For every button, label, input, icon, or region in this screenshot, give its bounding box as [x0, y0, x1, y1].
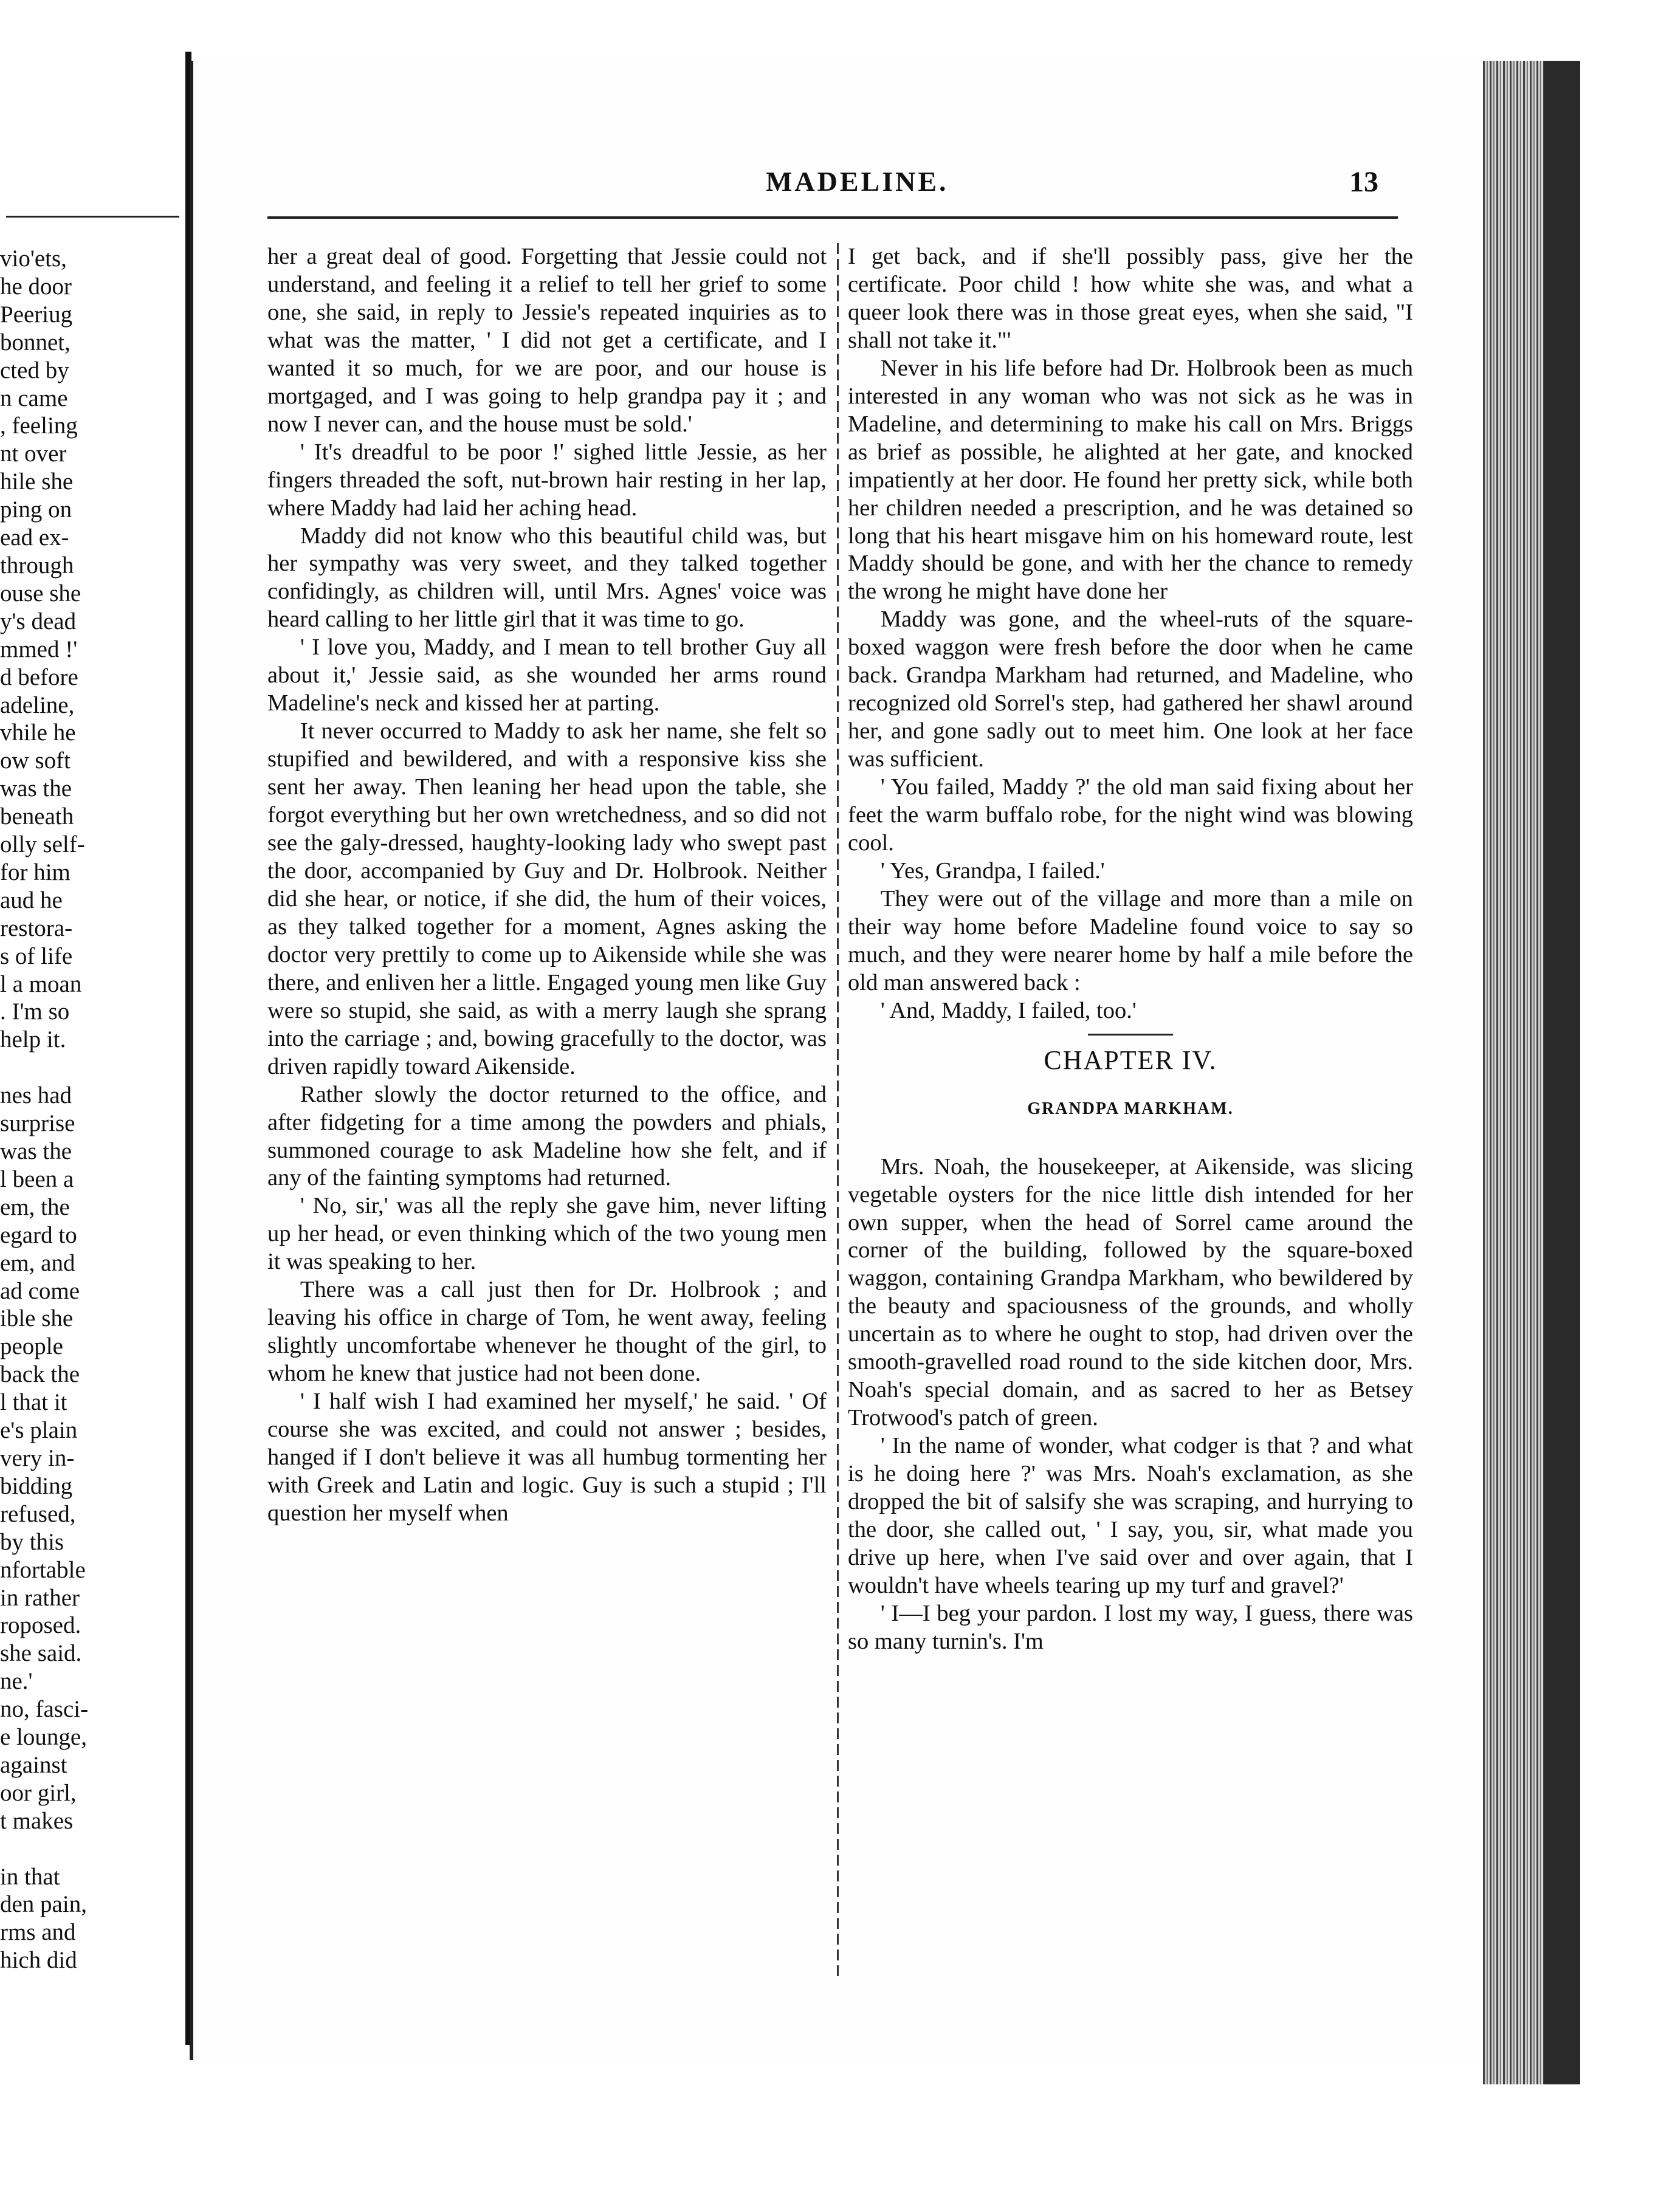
- facing-page-line: Peeriug: [0, 301, 73, 328]
- facing-page-line: n came: [0, 385, 68, 411]
- facing-page-line: ead ex-: [0, 524, 69, 551]
- facing-page-rule: [6, 216, 179, 218]
- facing-page-line: aud he: [0, 887, 63, 913]
- facing-page-line: , feeling: [0, 413, 78, 439]
- facing-page-line: [0, 1054, 182, 1082]
- facing-page-line: bonnet,: [0, 329, 71, 355]
- paragraph: Maddy did not know who this beautiful child was, but her sympathy was very sweet, and they talked together confidingly, as children will, until Mrs. Agnes' voice was heard calling to her little girl that it was time to go.: [267, 523, 827, 633]
- paragraph: I get back, and if she'll possibly pass, give her the certificate. Poor child ! how white she was, and what a queer look there was in those great eyes, when she said, "I shall not take it."': [848, 244, 1413, 353]
- facing-page-line: den pain,: [0, 1891, 87, 1918]
- running-title: MADELINE.: [766, 166, 949, 197]
- facing-page-line: back the: [0, 1361, 80, 1388]
- facing-page-line: ible she: [0, 1305, 74, 1332]
- facing-page-line: roposed.: [0, 1612, 81, 1639]
- page-number: 13: [1349, 166, 1378, 198]
- facing-page-line: olly self-: [0, 831, 85, 858]
- facing-page-line: people: [0, 1333, 63, 1360]
- paragraph: There was a call just then for Dr. Holbrook ; and leaving his office in charge of Tom, he went away, feeling slightly uncomfortabe whenever he thought of the girl, to whom he knew that justice had not been done.: [267, 1277, 827, 1387]
- facing-page-line: bidding: [0, 1472, 73, 1499]
- paragraph: ' I—I beg your pardon. I lost my way, I guess, there was so many turnin's. I'm: [848, 1600, 1413, 1654]
- facing-page-text: [0, 245, 182, 1974]
- facing-page-line: e lounge,: [0, 1724, 87, 1751]
- paragraph: her a great deal of good. Forgetting that Jessie could not understand, and feeling it a relief to tell her grief to some one, she said, in reply to Jessie's repeated inquiries as to what was the matter, ' I did not get a certificate, and I wanted it so much, for we are poor, and our house is mortgaged, and I was going to help grandpa pay it ; and now I never can, and the house must be sold.': [267, 244, 827, 437]
- paragraph: They were out of the village and more than a mile on their way home before Madeline found voice to say so much, and they were nearer home by half a mile before the old man answered back :: [848, 885, 1413, 995]
- facing-page-line: he door: [0, 273, 72, 300]
- facing-page-line: [0, 1835, 182, 1863]
- facing-page-line: cted by: [0, 357, 69, 383]
- facing-page-line: ping on: [0, 496, 72, 523]
- facing-page-line: ne.': [0, 1668, 33, 1695]
- facing-page-line: vio'ets,: [0, 246, 67, 272]
- text-column-left: [267, 243, 827, 1528]
- facing-page-line: she said.: [0, 1640, 82, 1667]
- facing-page-line: em, the: [0, 1194, 70, 1220]
- facing-page-line: beneath: [0, 803, 74, 830]
- facing-page-line: l a moan: [0, 970, 82, 997]
- facing-page-line: . I'm so: [0, 998, 70, 1025]
- facing-page-line: very in-: [0, 1444, 75, 1471]
- facing-page-line: surprise: [0, 1110, 75, 1137]
- paragraph: Rather slowly the doctor returned to the office, and after fidgeting for a time among the powders and phials, summoned courage to ask Madeline how she felt, and if any of the fainting symptoms had returned.: [267, 1081, 827, 1191]
- page-edges: [1483, 61, 1580, 2084]
- facing-page-line: vhile he: [0, 720, 76, 746]
- paragraph: ' It's dreadful to be poor !' sighed little Jessie, as her fingers threaded the soft, nut-brown hair resting in her lap, where Maddy had laid her aching head.: [267, 439, 827, 521]
- facing-page-line: rms and: [0, 1919, 76, 1946]
- facing-page-line: t makes: [0, 1807, 74, 1834]
- facing-page-line: l that it: [0, 1389, 67, 1416]
- facing-page-line: nfortable: [0, 1556, 86, 1583]
- facing-page-line: refused,: [0, 1500, 76, 1527]
- facing-page-line: through: [0, 552, 74, 579]
- header-rule: [267, 216, 1398, 219]
- facing-page-line: em, and: [0, 1249, 75, 1276]
- paragraph: ' I half wish I had examined her myself,' he said. ' Of course she was excited, and could not answer ; besides, hanged if I don't believe it was all humbug tormenting her with Greek and Latin and logic. Guy is such a stupid ; I'll question her myself when: [267, 1389, 827, 1526]
- facing-page-line: egard to: [0, 1221, 77, 1248]
- facing-page-line: y's dead: [0, 608, 77, 634]
- facing-page-line: nes had: [0, 1082, 72, 1109]
- paragraph: ' No, sir,' was all the reply she gave him, never lifting up her head, or even thinking which of the two young men it was speaking to her.: [267, 1193, 827, 1275]
- facing-page-line: was the: [0, 1138, 72, 1164]
- facing-page-line: help it.: [0, 1026, 66, 1053]
- facing-page-line: by this: [0, 1528, 64, 1555]
- facing-page-line: hich did: [0, 1947, 77, 1974]
- facing-page-line: hile she: [0, 469, 74, 495]
- paragraph: Maddy was gone, and the wheel-ruts of the square-boxed waggon were fresh before the door when he came back. Grandpa Markham had returned, and Madeline, who recognized old Sorrel's step, had gathered her shawl around her, and gone sadly out to meet him. One look at her face was sufficient.: [848, 606, 1413, 772]
- facing-page-line: oor girl,: [0, 1779, 77, 1806]
- facing-page-line: mmed !': [0, 636, 78, 662]
- facing-page-line: was the: [0, 775, 72, 802]
- paragraph: ' You failed, Maddy ?' the old man said fixing about her feet the warm buffalo robe, for the night wind was blowing cool.: [848, 774, 1413, 856]
- facing-page-line: in that: [0, 1863, 60, 1890]
- paragraph: Never in his life before had Dr. Holbrook been as much interested in any woman who was not sick as he was in Madeline, and determining to make his call on Mrs. Briggs as brief as possible, he alighted at her gate, and knocked impatiently at her door. He found her pretty sick, while both her children needed a prescription, and he was detained so long that his heart misgave him on his homeward route, lest Maddy should be gone, and with her the chance to remedy the wrong he might have done her: [848, 355, 1413, 605]
- paragraph: ' And, Maddy, I failed, too.': [880, 997, 1137, 1023]
- facing-page-line: adeline,: [0, 692, 75, 718]
- facing-page-line: ouse she: [0, 580, 81, 606]
- facing-page-line: in rather: [0, 1584, 80, 1611]
- chapter-rule: [1088, 1034, 1173, 1036]
- chapter-subtitle: GRANDPA MARKHAM.: [1027, 1099, 1234, 1118]
- facing-page-line: for him: [0, 859, 71, 885]
- facing-page-line: e's plain: [0, 1417, 78, 1444]
- facing-page-line: ad come: [0, 1277, 80, 1304]
- text-column-right: [848, 243, 1413, 1656]
- facing-page-line: against: [0, 1751, 67, 1778]
- facing-page-line: s of life: [0, 943, 73, 969]
- paragraph: ' I love you, Maddy, and I mean to tell brother Guy all about it,' Jessie said, as she wounded her arms round Madeline's neck and kissed her at parting.: [267, 634, 827, 716]
- chapter-title: CHAPTER IV.: [1044, 1045, 1217, 1075]
- column-divider: [837, 243, 839, 1981]
- facing-page-line: nt over: [0, 441, 67, 467]
- facing-page-line: ow soft: [0, 747, 71, 774]
- paragraph: ' Yes, Grandpa, I failed.': [880, 857, 1105, 884]
- facing-page-line: l been a: [0, 1166, 74, 1192]
- margin: [1580, 0, 1658, 2212]
- paragraph: Mrs. Noah, the housekeeper, at Aikenside, was slicing vegetable oysters for the nice little dish intended for her own supper, when the head of Sorrel came around the corner of the building, followed by the square-boxed waggon, containing Grandpa Markham, who bewildered by the beauty and spaciousness of the grounds, and wholly uncertain as to where he ought to stop, had driven over the smooth-gravelled road round to the side kitchen door, Mrs. Noah's special domain, and as sacred to her as Betsey Trotwood's patch of green.: [848, 1153, 1413, 1431]
- facing-page-line: d before: [0, 664, 78, 690]
- paragraph: ' In the name of wonder, what codger is that ? and what is he doing here ?' was Mrs. Noah's exclamation, as she dropped the bit of salsify she was scraping, and hurrying to the door, she called out, ' I say, you, sir, what made you drive up here, when I've said over and over again, that I wouldn't have wheels tearing up my turf and gravel?': [848, 1433, 1413, 1598]
- facing-page-line: no, fasci-: [0, 1696, 89, 1723]
- facing-page-line: restora-: [0, 915, 73, 941]
- paragraph: It never occurred to Maddy to ask her name, she felt so stupified and bewildered, and with a responsive kiss she sent her away. Then leaning her head upon the table, she forgot everything but her own wretchedness, and so did not see the galy-dressed, haughty-looking lady who swept past the door, accompanied by Guy and Dr. Holbrook. Neither did she hear, or notice, if she did, the hum of their voices, as they talked together for a moment, Agnes asking the doctor very prettily to come up to Aikenside while she was there, and enliven her a little. Engaged young men like Guy were so stupid, she said, as with a merry laugh she sprang into the carriage ; and, bowing gracefully to the doctor, was driven rapidly toward Aikenside.: [267, 718, 827, 1079]
- facing-page: [0, 52, 191, 2045]
